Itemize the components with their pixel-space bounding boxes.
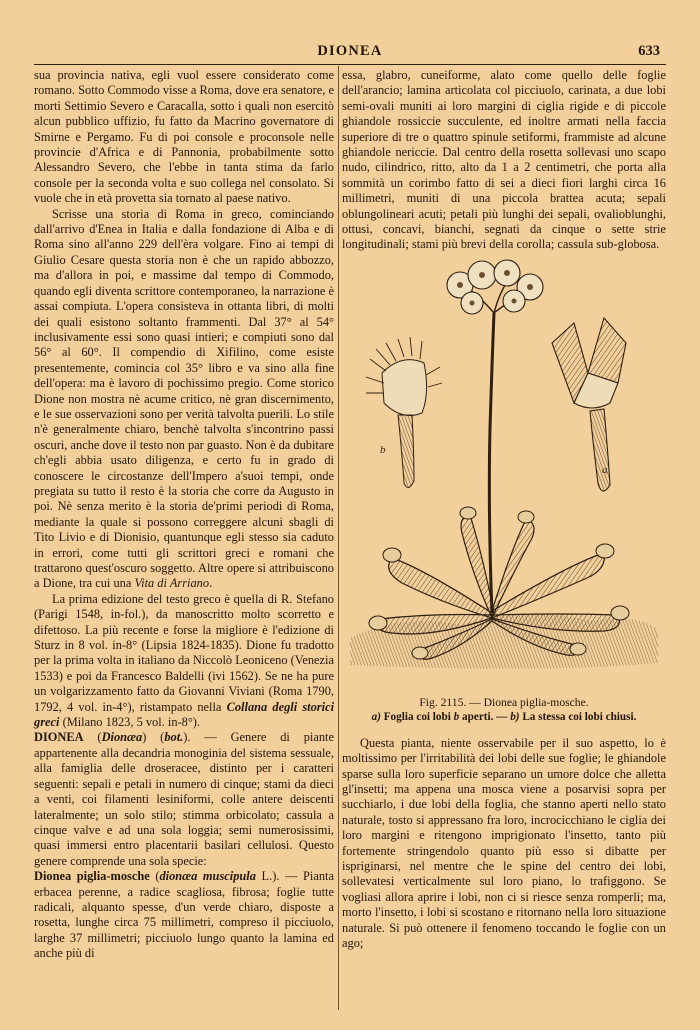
right-column: [342, 68, 666, 951]
paragraph-irritability: Questa pianta, niente osservabile per il suo aspetto, lo è moltissimo per l'irritabilità dei lobi delle sue foglie; le ghiandole sparse sulla loro superficie separano un umore dolce che alletta gl'insetti; ma appena una mosca viene a posarvisi sopra per succhiarlo, i due lobi della foglia, che stanno aperti nello stato naturale, tosto si appressano fra loro, incrocicchiano le ciglia dei loro margini e ritengono imprigionato l'insetto, tanto più fortemente stringendolo quanto più esso si dibatte per ispriginarsi, nel mentre che le spine del centro dei lobi, sollevatesi verticalmente sul loro piano, lo trafiggono. Se vogliasi allora aprire i lobi, non ci si riesce senza romperli; ma, morto l'insetto, i lobi si scostano e ritornano nella loro situazione naturale. Si può ottenere il fenomeno toccando le foglie con un ago;: [342, 735, 666, 950]
figure-legend: [342, 710, 666, 725]
species-latin: dionæa muscipula: [159, 869, 256, 884]
figure-dionea-illustration: [342, 253, 666, 693]
left-column: [34, 68, 334, 962]
figure-label-a: a: [602, 463, 608, 476]
entry-text: — Genere di piante appartenente alla decandria monoginia del sistema sessuale, alla famiglia delle droseracee, distinto per i caratteri seguenti: sepali e petali in numero di cinque; stami da dieci a venti, coi filamenti lesiniformi, colle antere deiscenti lateralmente; un solo stilo; stimma orbicolato; cassula a cinque valve e ad una sola loggia; semi numerosissimi, quasi immersi entro placentarii basilari cellulosi. Questo genere comprende una sola specie:: [34, 730, 334, 868]
text-run: (Milano 1823, 5 vol. in-8°).: [62, 715, 201, 730]
entry-abbr: bot.: [164, 730, 184, 745]
figure-caption: Fig. 2115. — Dionea piglia-mosche.: [419, 695, 589, 709]
paragraph-dione-bio: sua provincia nativa, egli vuol essere considerato come romano. Sotto Commodo visse a Roma, dove era senatore, e morti Settimio Severo e Caracalla, sotto i quali non esercitò alcun pubblico uffizio, fu fatto da Macrino governatore di Smirne e Pergamo. Fu di poi console e proconsole nelle provincie d'Africa e di Pannonia, probabilmente sotto Alessandro Severo, che l'ebbe in tanta stima da farlo console per la seconda volta e suo collega nel consolato. Si vuole che in età provetta sia tornato al paese nativo.: [34, 68, 334, 206]
entry-headword: DIONEA: [34, 730, 84, 745]
entry-dionea: DIONEA (Dionæa) (bot.). — Genere di piante appartenente alla decandria monoginia del sistema sessuale, alla famiglia delle droseracee, distinto per i caratteri seguenti: sepali e petali in numero di cinque; stami da dieci a venti, coi filamenti lesiniformi, colle antere deiscenti lateralmente; un solo stilo; stimma orbicolato; cassula a cinque valve e ad una sola loggia; semi numerosissimi, quasi immersi entro placentarii basilari cellulosi. Questo genere comprende una sola specie:: [34, 730, 334, 868]
column-divider: [338, 66, 339, 1010]
page-number: 633: [638, 43, 660, 59]
paragraph-dione-history: [34, 207, 334, 592]
text-run: Scrisse una storia di Roma in greco, cominciando dall'arrivo d'Enea in Italia e dalla fondazione di Alba e di Roma sino all'anno 229 dell'èra volgare. Fino ai tempi di Giulio Cesare questa storia non è che un rapido abbozzo, ma d'allora in poi, e massime dal tempo di Commodo, quando egli diventa scrittore contemporaneo, la narrazione è assai compiuta. L'opera consisteva in ottanta libri, di molti dei quali esistono soltanto frammenti. Dal 37° al 54° inclusivamente essi sono quasi intieri; e compiuti sono dal 56° al 60°. Il compendio di Xifilino, come esiste presentemente, comincia col 35° libro e va sino alla fine dell'opera: ma è lavoro di pochissimo pregio. Come storico Dione non mostra nè acume critico, nè gran discernimento, e le sue osservazioni sono per verità talvolta puerili. Lo stile n'è generalmente chiaro, benchè talvolta s'incontrino passi oscuri, anche dove il testo non par guasto. Non è da dubitare ch'egli abbia usato diligenza, e certo fu in grado di conoscere le circostanze dell'Impero a'suoi tempi, onde pregiata su tutto il resto è la storia che corre da Augusto in poi. Nè senza merito è la storia de'primi periodi di Roma, mediante la quale si possono correggere alcuni sbagli di Tito Livio e di Dionisio, quantunque egli stesso sia caduto in errori, come tutti gli scrittori greci e romani che trattarono quest'oscuro soggetto. Altre opere si attribuiscono a Dione, tra cui una: [34, 206, 335, 591]
figure-label-b: b: [380, 443, 386, 456]
legend-b-text: aperti. —: [462, 711, 508, 724]
running-title: DIONEA: [317, 43, 383, 59]
species-headword: Dionea piglia-mosche: [34, 869, 150, 884]
entry-latin: Dionæa: [101, 730, 143, 745]
legend-b-letter: b: [453, 711, 460, 724]
paragraph-dione-editions: [34, 592, 334, 731]
collection-title: Collana degli storici greci: [34, 699, 335, 730]
plant-engraving: [342, 253, 666, 693]
book-title: Vita di Arriano: [134, 576, 210, 591]
legend-a-marker: a): [371, 711, 381, 724]
header-rule: [34, 64, 666, 65]
text-run: .: [209, 576, 213, 591]
paragraph-description: essa, glabro, cuneiforme, alato come quello delle foglie dell'arancio; lamina articolata col picciuolo, carinata, a due lobi semi-ovali muniti ai loro margini di ciglia rigide e di piccole ghiandole rossiccie succulente, ed inoltre armati nella faccia superiore di tre o quattro spinule setiformi, frammiste ad alcune ghiandole nericcie. Dal centro della rosetta sollevasi uno scapo nudo, cilindrico, ritto, alto da 1 a 2 centimetri, che porta alla sommità un corimbo fatto di sei a dieci fiori larghi circa 16 millimetri, muniti di una piccola brattea acuta; sepali oblungolineari acuti; petali più lunghi dei sepali, ovalioblunghi, ottusi, concavi, bianchi, segnati da cinque o sette strie longitudinali; stami più brevi della corolla; cassula sub-globosa.: [342, 68, 666, 252]
species-author: L.: [261, 869, 273, 884]
entry-species: Dionea piglia-mosche (dionæa muscipula L.). — Pianta erbacea perenne, a radice scagliosa, fibrosa; foglie tutte radicali, alquanto spesse, d'un verde chiaro, disposte a rosetta, lunghe circa 75 millimetri, compreso il picciuolo, larghe 37 millimetri; picciuolo lungo quanto la lamina ed anche più di: [34, 869, 334, 961]
legend-b-marker: b): [510, 711, 520, 724]
legend-a-text: Foglia coi lobi: [383, 711, 451, 724]
text-run: La prima edizione del testo greco è quella di R. Stefano (Parigi 1548, in-fol.), da manoscritto molto scorretto e difettoso. La più recente e forse la migliore è l'edizione di Sturz in 8 vol. in-8° (Lipsia 1824-1835). Dione fu tradotto per la prima volta in italiano da Niccolò Leoniceno (Venezia 1533) e poi da Francesco Baldelli (ivi 1562). Se ne ha pure un volgarizzamento fatto da Giovanni Viviani (Roma 1790, 1792, 4 vol. in-4°), ristampato nella: [34, 591, 334, 714]
species-text: — Pianta erbacea perenne, a radice scagliosa, fibrosa; foglie tutte radicali, alquanto spesse, d'un verde chiaro, disposte a rosetta, lunghe circa 75 millimetri, compreso il picciuolo, larghe 37 millimetri; picciuolo lungo quanto la lamina ed anche più di: [34, 869, 334, 961]
legend-end-text: La stessa coi lobi chiusi.: [522, 711, 637, 724]
